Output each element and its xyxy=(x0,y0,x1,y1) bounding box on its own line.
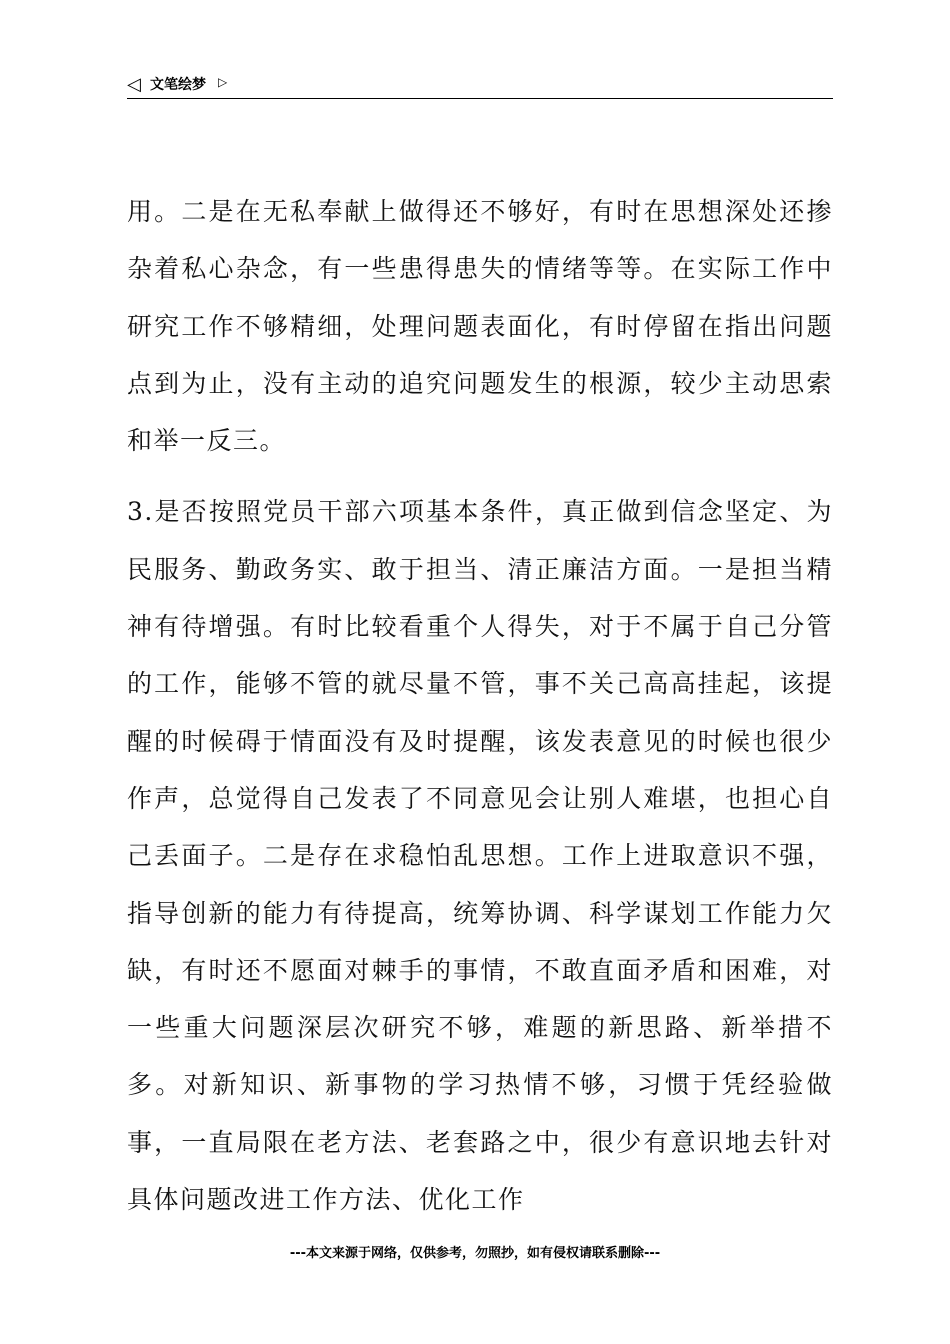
triangle-right-icon: ▷ xyxy=(218,75,228,89)
paragraph-2: 3.是否按照党员干部六项基本条件，真正做到信念坚定、为民服务、勤政务实、敢于担当、清正廉洁方面。一是担当精神有待增强。有时比较看重个人得失，对于不属于自己分管的工作，能够不管的就尽量不管，事不关己高高挂起，该提醒的时候碍于情面没有及时提醒，该发表意见的时候也很少作声，总觉得自己发表了不同意见会让别人难堪，也担心自己丢面子。二是存在求稳怕乱思想。工作上进取意识不强，指导创新的能力有待提高，统筹协调、科学谋划工作能力欠缺，有时还不愿面对棘手的事情，不敢直面矛盾和困难，对一些重大问题深层次研究不够，难题的新思路、新举措不多。对新知识、新事物的学习热情不够，习惯于凭经验做事，一直局限在老方法、老套路之中，很少有意识地去针对具体问题改进工作方法、优化工作 xyxy=(127,497,833,1215)
page-header xyxy=(127,72,833,99)
page-footer: ---本文来源于网络，仅供参考，勿照抄，如有侵权请联系删除--- xyxy=(289,1246,661,1261)
document-body xyxy=(127,183,833,1228)
paragraph-1: 用。二是在无私奉献上做得还不够好，有时在思想深处还掺杂着私心杂念，有一些患得患失的情绪等等。在实际工作中研究工作不够精细，处理问题表面化，有时停留在指出问题点到为止，没有主动的追究问题发生的根源，较少主动思索和举一反三。 xyxy=(127,197,833,456)
header-title: 文笔绘梦 xyxy=(150,77,206,93)
triangle-left-icon: ◁ xyxy=(127,74,141,95)
